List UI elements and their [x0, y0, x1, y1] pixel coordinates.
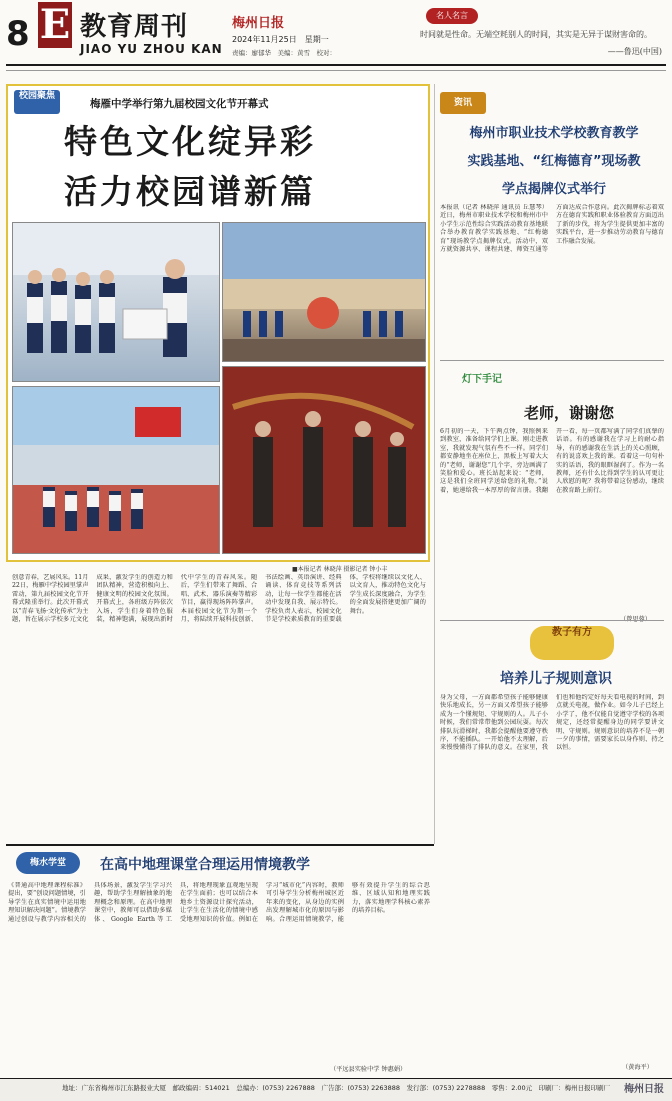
- geography-author: （平远县实验中学 钟惠娟）: [330, 1066, 407, 1073]
- parenting-divider: [440, 620, 664, 621]
- photo-stage-performance: [222, 222, 426, 362]
- news-tag: 资讯: [440, 92, 486, 114]
- section-title: 教育周刊: [80, 12, 189, 42]
- famous-quote: 时间就是性命。无端空耗别人的时间，其实是无异于谋财害命的。: [420, 30, 652, 39]
- geography-divider: [6, 844, 434, 846]
- lead-kicker: 梅雁中学举行第九届校园文化节开幕式: [90, 98, 269, 110]
- news-body: 本报讯（记者 林晓萍 通讯员 丘慧琴）近日，梅州市职业技术学校和梅州市中小学生示范性综合实践活动教育基地联合举办教育教学实践基地、“红梅德育”现场教学点揭牌仪式。活动中，双方就资源共享、课程共建、师资互通等方面达成合作意向。此次揭牌标志着双方在德育实践和职业体验教育方面迈出了新的步伐，将为学生提供更加丰富的实践平台，进一步推动劳动教育与德育工作融合发展。: [440, 204, 664, 254]
- news-headline-line2: 实践基地、“红梅德育”现场教: [467, 154, 641, 169]
- geography-headline: 在高中地理课堂合理运用情境教学: [100, 857, 310, 873]
- quote-author: ——鲁迅(中国): [607, 47, 662, 56]
- photo-credit: ■本报记者 林晓萍 摄影记者 钟小丰: [292, 566, 388, 573]
- essay-tag: 灯下手记: [462, 374, 502, 385]
- campus-focus-tag: 校园聚焦: [14, 90, 60, 114]
- editors-line: 责编：廖郁华 美编：黄雪 校对：: [232, 49, 336, 57]
- photo-martial-arts: [222, 366, 426, 554]
- column-divider: [434, 84, 435, 844]
- section-letter: E: [39, 1, 71, 48]
- news-headline-line1: 梅州市职业技术学校教育教学: [469, 126, 639, 141]
- parenting-body: 身为父母，一方面都希望孩子能够健康快乐地成长，另一方面又希望孩子能够成为一个懂规矩、守规则的人。儿子小时候，我们常常带他到公园玩耍。每次排队玩滑梯时，我都会提醒他要遵守秩序，不能插队。一开始他不太理解，后来慢慢懂得了排队的意义。在家里，我们也和他约定好每天看电视的时间，到点就关电视，做作业。如今儿子已经上小学了，他不仅能自觉遵守学校的各项规定，还经常提醒身边的同学要讲文明、守规则。规则意识的培养不是一朝一夕的事情，需要家长以身作则、持之以恒。: [440, 694, 664, 752]
- newspaper-logo: 梅州日报: [232, 16, 285, 31]
- parenting-tag: 教子有方: [530, 626, 614, 660]
- lead-headline-line2: 活力校园谱新篇: [64, 172, 316, 211]
- geography-tag: 梅水学堂: [16, 852, 80, 874]
- masthead-divider: [6, 64, 666, 66]
- page-number: 8: [6, 14, 30, 54]
- essay-divider: [440, 360, 664, 361]
- footer-logo: 梅州日报: [624, 1084, 664, 1095]
- news-headline-line3: 学点揭牌仪式举行: [501, 182, 606, 197]
- photo-students-ceremony: [12, 222, 220, 382]
- essay-headline: 老师，谢谢您: [524, 404, 615, 422]
- quote-badge: 名人名言: [426, 8, 478, 24]
- lead-headline-line1: 特色文化绽异彩: [64, 122, 316, 161]
- essay-author: [620, 614, 651, 623]
- parenting-headline: 培养儿子规则意识: [500, 671, 612, 687]
- issue-date: 2024年11月25日 星期一: [232, 35, 329, 44]
- parenting-author: （黄海平）: [622, 1064, 653, 1071]
- footer-contact: 地址：广东省梅州市江东路报业大厦 邮政编码：514021 总编办：(0753) 2267888 广告部：(0753) 2263888 发行部：(0753) 2278888 零售：2.00元 印刷厂：梅州日报印刷厂: [62, 1084, 611, 1092]
- lead-article-body: 创意青春，艺展风采。11月22日，梅雁中学校园里掌声雷动，第九届校园文化节开幕式隆重举行。此次开幕式以“青春飞扬·文化传承”为主题，旨在展示学校多元文化成果，激发学生的创造力和团队精神，营造积极向上、健康文明的校园文化氛围。开幕式上，各班级方阵依次入场，学生们身着特色服装，精神饱满，展现出新时代中学生的青春风采。随后，学生们带来了舞蹈、合唱、武术、器乐演奏等精彩节目，赢得现场阵阵掌声。本届校园文化节为期一个月，将陆续开展科技创新、书法绘画、英语演讲、经典诵读、体育竞技等系列活动，让每一位学生都能在活动中发现自我、展示特长。学校负责人表示，校园文化节是学校素质教育的重要载体，学校将继续以文化人、以文育人，推动特色文化与学生成长深度融合，为学生的全面发展搭建更加广阔的舞台。: [12, 574, 426, 624]
- masthead-divider-thin: [6, 70, 666, 71]
- essay-body: 6月初的一天，下午两点钟，我照例来到教室，准备给同学们上课。刚走进教室，我就发现气氛有些不一样。同学们都安静地坐在座位上，黑板上写着大大的“老师，谢谢您”几个字，旁边画满了笑脸和爱心。班长站起来说：“老师，这是我们全班同学送给您的礼物。”说着，她递给我一本厚厚的留言册。我翻开一看，每一页都写满了同学们真挚的话语。有的感谢我在学习上的耐心指导，有的感谢我在生活上的关心照顾，有的说喜欢上我的课。看着这一句句朴实的话语，我的眼眶湿润了。作为一名教师，还有什么比得到学生的认可更让人欣慰的呢？我将带着这份感动，继续在教育路上前行。: [440, 428, 664, 494]
- geography-body: 《普通高中地理课程标准》提出，要“创设问题情境，引导学生在真实情境中运用地理知识解决问题”。情境教学通过创设与教学内容相关的具体场景，激发学生学习兴趣，帮助学生理解抽象的地理概念和原理。在高中地理课堂中，教师可以借助多媒体、Google Earth等工具，将地理现象直观地呈现在学生面前；也可以结合本地乡土资源设计探究活动，让学生在生活化的情境中感受地理知识的价值。例如在学习“城市化”内容时，教师可引导学生分析梅州城区近年来的变化，从身边的实例出发理解城市化的原因与影响。合理运用情境教学，能够有效提升学生的综合思维、区域认知和地理实践力，落实地理学科核心素养的培养目标。: [8, 882, 430, 923]
- section-pinyin: JIAO YU ZHOU KAN: [80, 42, 223, 56]
- photo-student-parade: [12, 386, 220, 554]
